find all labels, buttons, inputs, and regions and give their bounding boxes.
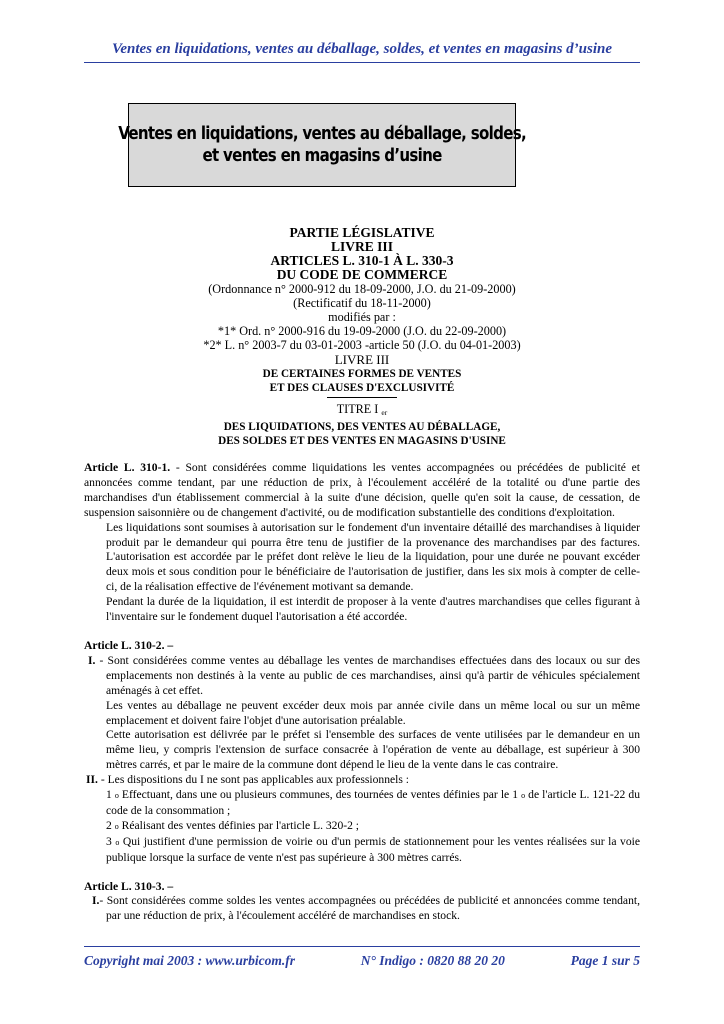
item-3-number: 3 <box>106 834 112 848</box>
article-310-1-p2: Les liquidations sont soumises à autorisation sur le fondement d'un inventaire détaillé des marchandises à liquider produit par le demandeur qui pourra être tenu de justifier de la provenance des marchandises par des factures. L'autorisation est accordée par le préfet dont relève le lieu de la liquidation, pour une durée ne pouvant excéder deux mois et sous condition pour le bénéficiaire de l'autorisation de justifier, dans les six mois à compter de celle-ci, de la réalisation effective de l'événement motivant sa demande. <box>106 520 640 594</box>
article-310-3-label <box>84 880 640 895</box>
article-310-2-ii-p1 <box>84 773 640 788</box>
article-310-2-i-p2: Les ventes au déballage ne peuvent excéder deux mois par année civile dans un même local ou sur un même emplacement et doivent faire l'objet d'une autorisation préalable. <box>106 698 640 727</box>
liquidations-heading-1: DES LIQUIDATIONS, DES VENTES AU DÉBALLAGE, <box>223 421 501 433</box>
title-line-1: Ventes en liquidations, ventes au déballage, soldes, <box>118 124 526 144</box>
titre-heading <box>84 402 640 420</box>
footer-indigo: N° Indigo : 0820 88 20 20 <box>360 953 505 968</box>
article-310-2-ii-item-3 <box>84 835 640 866</box>
item-2-text: Réalisant des ventes définies par l'article L. 320-2 ; <box>118 818 360 832</box>
article-310-2-ii-item-1 <box>84 788 640 819</box>
section-divider <box>327 397 397 398</box>
header-rule <box>84 62 640 63</box>
article-310-2-i-p1 <box>84 654 640 699</box>
liquidations-heading-2: DES SOLDES ET DES VENTES EN MAGASINS D'USINE <box>218 435 506 447</box>
article-310-2-label <box>84 639 640 654</box>
article-310-3-i-text: - Sont considérées comme soldes les ventes accompagnées ou précédées de publicité et annoncées comme tendant, par une réduction de prix, à l'écoulement accéléré de marchandises en stock. <box>99 894 640 923</box>
roman-ii-label: II. <box>86 773 98 787</box>
footer-rule <box>84 946 640 947</box>
legislative-heading <box>84 226 640 448</box>
roman-i-label: I. <box>92 894 100 908</box>
livre-subheading: LIVRE III <box>334 352 390 367</box>
ordinal-mark: o <box>521 791 526 801</box>
title-box <box>118 103 526 187</box>
footer-copyright: Copyright mai 2003 : www.urbicom.fr <box>84 953 296 968</box>
formes-heading-2: ET DES CLAUSES D'EXCLUSIVITÉ <box>269 382 455 394</box>
modification-1: *1* Ord. n° 2000-916 du 19-09-2000 (J.O. du 22-09-2000) <box>217 324 507 338</box>
article-310-3-i-p1 <box>84 894 640 924</box>
modification-2: *2* L. n° 2003-7 du 03-01-2003 -article 50 (J.O. du 04-01-2003) <box>203 338 521 352</box>
titre-text: TITRE I <box>336 402 379 416</box>
title-line-2: et ventes en magasins d’usine <box>202 146 442 166</box>
partie-heading: PARTIE LÉGISLATIVE <box>289 225 435 240</box>
article-310-3-label-text: Article L. 310-3. – <box>84 879 174 893</box>
running-header: Ventes en liquidations, ventes au déballage, soldes, et ventes en magasins d’usine <box>111 41 613 57</box>
article-310-2-label-text: Article L. 310-2. – <box>84 638 174 652</box>
rectificatif-line: (Rectificatif du 18-11-2000) <box>293 296 431 310</box>
ordinal-mark: o <box>115 837 120 847</box>
article-310-1-label: Article L. 310-1. <box>84 461 171 474</box>
titre-superscript: er <box>381 408 388 417</box>
ordonnance-line: (Ordonnance n° 2000-912 du 18-09-2000, J.O. du 21-09-2000) <box>208 282 516 296</box>
item-1-number: 1 <box>106 788 112 802</box>
ordinal-mark: o <box>114 821 119 831</box>
article-310-2-ii-text: - Les dispositions du I ne sont pas applicables aux professionnels : <box>97 773 409 787</box>
article-310-2-i-text: - Sont considérées comme ventes au déballage les ventes de marchandises effectuées dans des locaux ou sur des emplacements non destinés à la vente au public de ces marchandises, ainsi qu'à partir de véhicules spécialement aménagés à cet effet. <box>95 653 640 697</box>
code-heading: DU CODE DE COMMERCE <box>276 267 448 282</box>
article-310-2-ii-item-2 <box>84 819 640 835</box>
livre-heading: LIVRE III <box>331 239 393 254</box>
article-310-1-p1 <box>84 461 640 521</box>
article-310-2-i-p3: Cette autorisation est délivrée par le préfet si l'ensemble des surfaces de vente utilisées par le demandeur en un même lieu, y compris l'extension de surface consacrée à l'opération de vente au déballage, est supérieur à 300 mètres carrés, et par le maire de la commune dont dépend le lieu de la vente dans le cas contraire. <box>106 728 640 772</box>
modifies-line: modifiés par : <box>328 310 396 324</box>
articles-heading: ARTICLES L. 310-1 À L. 330-3 <box>270 253 454 268</box>
item-3-text: Qui justifient d'une permission de voirie ou d'un permis de stationnement pour les ventes réalisées sur la voie publique lorsque la surface de vente n'est pas supérieure à 300 mètres carrés. <box>106 834 640 864</box>
footer-page-number: Page 1 sur 5 <box>570 953 640 968</box>
article-310-1-text: - Sont considérées comme liquidations les ventes accompagnées ou précédées de publicité et annoncées comme tendant, par une réduction de prix, à l'écoulement accéléré de la totalité ou d'une partie des marchandises d'un établissement commercial à la suite d'une décision, quelle qu'en soit la cause, de cessation, de suspension saisonnière ou de changement d'activité, ou de modification substantielle des conditions d'exploitation. <box>84 461 640 519</box>
page-footer <box>84 953 640 969</box>
ordinal-mark: o <box>114 791 119 801</box>
item-1-text: Effectuant, dans une ou plusieurs communes, des tournées de ventes définies par le 1 <box>118 788 519 802</box>
formes-heading-1: DE CERTAINES FORMES DE VENTES <box>262 368 462 380</box>
roman-i-label: I. <box>88 653 96 667</box>
item-1-text-end: de l'article L. 121-22 du code de la consommation ; <box>106 788 640 817</box>
articles-body <box>84 461 640 924</box>
article-310-1-p3: Pendant la durée de la liquidation, il est interdit de proposer à la vente d'autres marchandises que celles figurant à l'inventaire sur le fondement duquel l'autorisation a été accordée. <box>106 595 640 624</box>
item-2-number: 2 <box>106 818 112 832</box>
